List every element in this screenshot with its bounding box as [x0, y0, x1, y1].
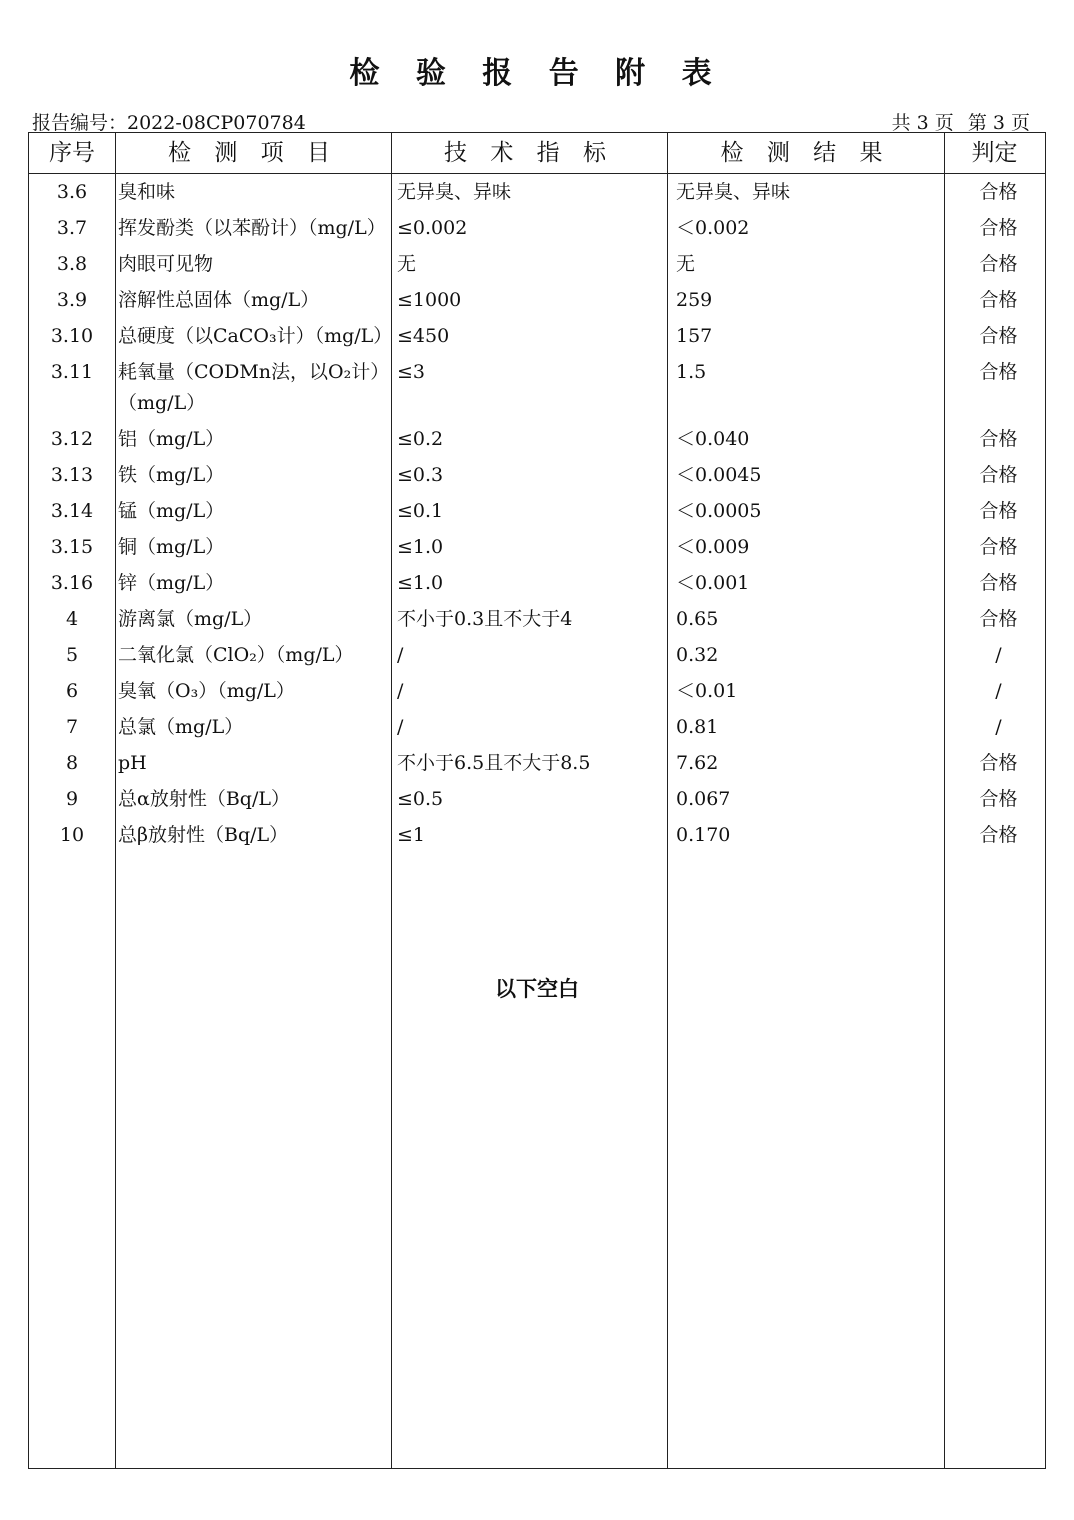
row-result: 无	[676, 253, 696, 275]
row-number: 8	[65, 752, 79, 774]
row-number: 9	[65, 788, 79, 810]
row-result: 7.62	[676, 752, 719, 774]
row-standard: ≤0.1	[397, 500, 444, 522]
row-result: 157	[676, 325, 713, 347]
row-item: 总α放射性（Bq/L）	[118, 788, 290, 810]
row-standard: /	[397, 716, 404, 738]
row-item: 锌（mg/L）	[118, 572, 225, 594]
header-verdict: 判定	[971, 140, 1018, 166]
row-standard: 不小于0.3且不大于4	[397, 608, 573, 630]
row-verdict: /	[995, 644, 1002, 666]
row-standard: ≤1.0	[397, 536, 444, 558]
row-result: ＜0.001	[676, 572, 750, 594]
table-row	[29, 602, 1045, 638]
row-number: 3.12	[50, 428, 94, 450]
table-row	[29, 319, 1045, 355]
row-verdict: /	[995, 716, 1002, 738]
row-verdict: 合格	[979, 788, 1018, 810]
row-verdict: 合格	[979, 608, 1018, 630]
row-item: pH	[118, 752, 147, 774]
header-standard: 技 术 指 标	[444, 140, 614, 166]
row-result: 无异臭、异味	[676, 181, 791, 203]
report-title: 检 验 报 告 附 表	[349, 56, 725, 91]
row-verdict: 合格	[979, 325, 1018, 347]
row-result: 0.65	[676, 608, 719, 630]
report-number: 报告编号：2022-08CP070784	[32, 112, 306, 134]
table-row	[29, 638, 1045, 674]
row-item: 二氧化氯（ClO₂）（mg/L）	[118, 644, 354, 666]
table-row	[29, 818, 1045, 854]
row-number: 3.16	[50, 572, 94, 594]
row-verdict: 合格	[979, 464, 1018, 486]
row-verdict: 合格	[979, 536, 1018, 558]
row-result: ＜0.040	[676, 428, 750, 450]
row-result: 0.067	[676, 788, 731, 810]
row-result: 0.170	[676, 824, 731, 846]
row-verdict: 合格	[979, 500, 1018, 522]
table-row	[29, 247, 1045, 283]
page-indicator	[884, 108, 1030, 135]
row-standard: 不小于6.5且不大于8.5	[397, 752, 591, 774]
row-item: 耗氧量（CODMn法，以O₂计）（mg/L）	[118, 361, 390, 414]
table-row	[29, 566, 1045, 602]
results-table	[28, 132, 1046, 1469]
row-item: 铁（mg/L）	[118, 464, 225, 486]
header-item: 检 测 项 目	[168, 140, 338, 166]
row-verdict: 合格	[979, 253, 1018, 275]
row-item: 游离氯（mg/L）	[118, 608, 263, 630]
row-number: 3.6	[56, 181, 88, 203]
row-standard: ≤1	[397, 824, 426, 846]
row-result: 0.81	[676, 716, 719, 738]
row-verdict: 合格	[979, 428, 1018, 450]
row-result: ＜0.009	[676, 536, 750, 558]
table-row	[29, 458, 1045, 494]
row-result: 0.32	[676, 644, 719, 666]
row-number: 3.15	[50, 536, 94, 558]
current-page: 第 3 页	[967, 112, 1030, 134]
row-standard: /	[397, 680, 404, 702]
row-number: 3.10	[50, 325, 94, 347]
row-verdict: 合格	[979, 217, 1018, 239]
row-standard: ≤0.3	[397, 464, 444, 486]
row-verdict: /	[995, 680, 1002, 702]
row-number: 3.8	[56, 253, 88, 275]
row-verdict: 合格	[979, 361, 1018, 383]
row-standard: ≤450	[397, 325, 450, 347]
results-rows	[29, 175, 1045, 854]
row-standard: 无	[397, 253, 417, 275]
row-number: 6	[65, 680, 79, 702]
row-number: 3.13	[50, 464, 94, 486]
table-row	[29, 422, 1045, 458]
row-standard: ≤1000	[397, 289, 462, 311]
row-standard: 无异臭、异味	[397, 181, 512, 203]
row-verdict: 合格	[979, 572, 1018, 594]
table-row	[29, 175, 1045, 211]
row-item: 溶解性总固体（mg/L）	[118, 289, 320, 311]
row-item: 臭氧（O₃）（mg/L）	[118, 680, 295, 702]
row-item: 铜（mg/L）	[118, 536, 225, 558]
row-number: 10	[59, 824, 85, 846]
row-number: 3.9	[56, 289, 88, 311]
row-item: 肉眼可见物	[118, 253, 214, 275]
row-standard: ≤0.2	[397, 428, 444, 450]
table-row	[29, 782, 1045, 818]
row-verdict: 合格	[979, 289, 1018, 311]
row-item: 臭和味	[118, 181, 176, 203]
row-result: ＜0.0005	[676, 500, 762, 522]
table-row	[29, 710, 1045, 746]
row-number: 5	[65, 644, 79, 666]
row-verdict: 合格	[979, 752, 1018, 774]
row-number: 3.7	[56, 217, 88, 239]
row-standard: ≤1.0	[397, 572, 444, 594]
row-item: 总硬度（以CaCO₃计）（mg/L）	[118, 325, 393, 347]
row-standard: ≤3	[397, 361, 426, 383]
row-result: 259	[676, 289, 713, 311]
row-item: 铝（mg/L）	[118, 428, 225, 450]
table-row	[29, 746, 1045, 782]
row-number: 7	[65, 716, 79, 738]
row-standard: ≤0.002	[397, 217, 468, 239]
row-number: 3.11	[50, 361, 94, 383]
header-result: 检 测 结 果	[720, 140, 891, 166]
row-standard: /	[397, 644, 404, 666]
row-result: ＜0.01	[676, 680, 738, 702]
row-verdict: 合格	[979, 181, 1018, 203]
row-item: 总氯（mg/L）	[118, 716, 244, 738]
table-row	[29, 355, 1045, 422]
header-divider	[29, 173, 1045, 174]
header-no: 序号	[49, 140, 95, 166]
table-row	[29, 674, 1045, 710]
row-item: 总β放射性（Bq/L）	[118, 824, 289, 846]
row-item: 挥发酚类（以苯酚计）（mg/L）	[118, 217, 386, 239]
table-row	[29, 283, 1045, 319]
table-row	[29, 211, 1045, 247]
row-standard: ≤0.5	[397, 788, 444, 810]
row-number: 4	[65, 608, 79, 630]
total-pages: 共 3 页	[891, 112, 954, 134]
table-row	[29, 494, 1045, 530]
row-result: ＜0.0045	[676, 464, 762, 486]
row-item: 锰（mg/L）	[118, 500, 225, 522]
blank-note: 以下空白	[495, 977, 579, 1001]
row-result: ＜0.002	[676, 217, 750, 239]
row-result: 1.5	[676, 361, 707, 383]
row-verdict: 合格	[979, 824, 1018, 846]
table-row	[29, 530, 1045, 566]
row-number: 3.14	[50, 500, 94, 522]
